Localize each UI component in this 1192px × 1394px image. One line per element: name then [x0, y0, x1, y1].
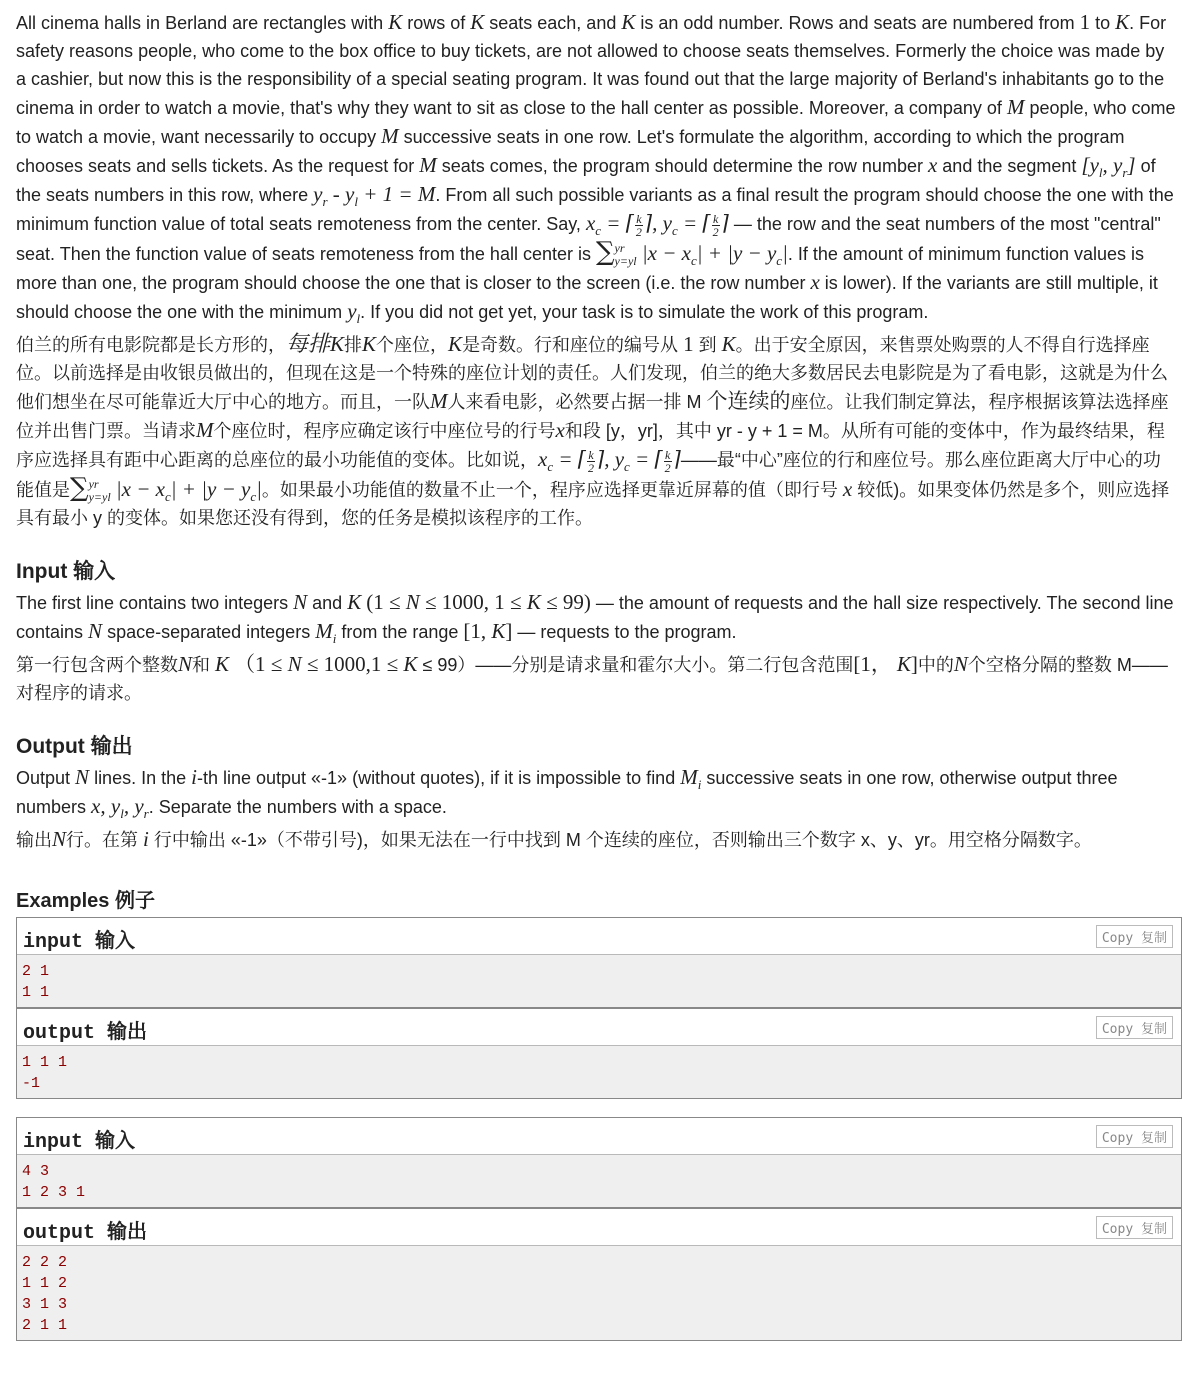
output-label: output 输出 [23, 1022, 148, 1046]
example-2-input: 4 3 1 2 3 1 [17, 1155, 1181, 1208]
copy-button[interactable]: Copy 复制 [1096, 925, 1173, 948]
example-2-output: 2 2 2 1 1 2 3 1 3 2 1 1 [17, 1246, 1181, 1340]
example-1-input: 2 1 1 1 [17, 955, 1181, 1008]
statement-en: All cinema halls in Berland are rectangles with K rows of K seats each, and K is an odd number. Rows and seats are numbered from 1 to K. For safety reasons people, who come to the box office to buy tickets, are not allowed to choose seats themselves. Formerly the choice was made by a cashier, but now this is the responsibility of a special seating program. It was found out that the large majority of Berland's inhabitants go to the cinema in order to watch a movie, that's why they want to sit as close to the hall center as possible. Moreover, a company of M people, who come to watch a movie, want necessarily to occupy M successive seats in one row. Let's formulate the algorithm, according to which the program chooses seats and sells tickets. As the request for M seats comes, the program should determine the row number x and the segment [$y_l$, $y_r$] of the seats numbers in this row, where $y_r - y_l + 1 = M$. From all such possible variants as a final result the program should choose the one with the minimum function value of total seats remoteness from the center. Say, $x_c$ = ⌈ $\frac{k}{2}$ ⌉, $y_c$ = ⌈ $\frac{k}{2}$ ⌉ — the row and the seat numbers of the most "central" seat. Then the function value of seats remoteness from the hall center is ∑ yr y=yl $|x - x_c| + |y - y_c|$. If the amount of minimum function values is more than one, the program should choose the one that is closer to the screen (i.e. the row number x is lower). If the variants are still multiple, it should choose the one with the minimum $y_l$. If you did not get yet, your task is to simulate the work of this program. [16, 10, 1176, 327]
example-2 [16, 1117, 1182, 1341]
examples-title: Examples 例子 [16, 890, 155, 913]
input-spec-en: The first line contains two integers N and K (1 ≤ N ≤ 1000, 1 ≤ K ≤ 99) — the amount of requests and the hall size respectively. The second line contains N space-separated integers $M_i$ from the range [1, K] — requests to the program. [16, 590, 1174, 647]
statement-zh: 伯兰的所有电影院都是长方形的，每排K排K个座位，K是奇数。行和座位的编号从 1 到 K。出于安全原因，来售票处购票的人不得自行选择座位。以前选择是由收银员做出的，但现在这是一个特殊的座位计划的责任。人们发现，伯兰的绝大多数居民去电影院是为了看电影，这就是为什么他们想坐在尽可能靠近大厅中心的地方。而且，一队M人来看电影，必然要占据一排 M 个连续的座位。让我们制定算法，程序根据该算法选择座位并出售门票。当请求M个座位时，程序应确定该行中座位号的行号x和段 [y，yr]，其中 yr - y + 1 = M。从所有可能的变体中，作为最终结果，程序应选择具有距中心距离的总座位的最小功能值的变体。比如说，$x_c$ = ⌈ $\frac{k}{2}$ ⌉, $y_c$ = ⌈ $\frac{k}{2}$ ⌉——最“中心”座位的行和座位号。那么座位距离大厅中心的功能值是∑ yr y=yl $|x - x_c| + |y - y_c|$。如果最小功能值的数量不止一个，程序应选择更靠近屏幕的值（即行号 x 较低)。如果变体仍然是多个，则应选择具有最小 y 的变体。如果您还没有得到，您的任务是模拟该程序的工作。 [16, 331, 1170, 529]
example-1-output-header [17, 1008, 1181, 1046]
example-2-output-header [17, 1208, 1181, 1246]
length-formula: $y_r - y_l + 1 = M$ [313, 182, 436, 210]
copy-button[interactable]: Copy 复制 [1096, 1016, 1173, 1039]
example-2-input-header [17, 1118, 1181, 1155]
remoteness-formula: ∑ yr y=yl $|x - x_c| + |y - y_c|$ [595, 237, 788, 269]
input-spec-zh: 第一行包含两个整数N和 K （1 ≤ N ≤ 1000,1 ≤ K ≤ 99）——分别是请求量和霍尔大小。第二行包含范围[1， K]中的N个空格分隔的整数 M——对程序的请求。 [16, 652, 1168, 704]
problem-statement [16, 0, 1176, 1341]
example-1 [16, 917, 1182, 1099]
copy-button[interactable]: Copy 复制 [1096, 1125, 1173, 1148]
output-spec-zh: 输出N行。在第 i 行中输出 «-1»（不带引号)，如果无法在一行中找到 M 个连续的座位，否则输出三个数字 x、y、yr。用空格分隔数字。 [16, 827, 1092, 852]
output-spec-en: Output N lines. In the i-th line output «-1» (without quotes), if it is impossible to find $M_i$ successive seats in one row, otherwise output three numbers x, $y_l$, $y_r$. Separate the numbers with a space. [16, 765, 1118, 822]
input-label: input 输入 [23, 1131, 136, 1155]
output-section-title: Output 输出 [16, 735, 133, 759]
output-label: output 输出 [23, 1222, 148, 1246]
example-1-input-header [17, 918, 1181, 955]
copy-button[interactable]: Copy 复制 [1096, 1216, 1173, 1239]
example-1-output: 1 1 1 -1 [17, 1046, 1181, 1098]
segment-formula: [$y_l$, $y_r$] [1081, 153, 1136, 181]
input-section-title: Input 输入 [16, 560, 116, 584]
center-formula: $x_c$ = ⌈ $\frac{k}{2}$ ⌉, $y_c$ = ⌈ $\frac{k}{2}$ ⌉ [585, 211, 729, 239]
input-label: input 输入 [23, 931, 136, 955]
